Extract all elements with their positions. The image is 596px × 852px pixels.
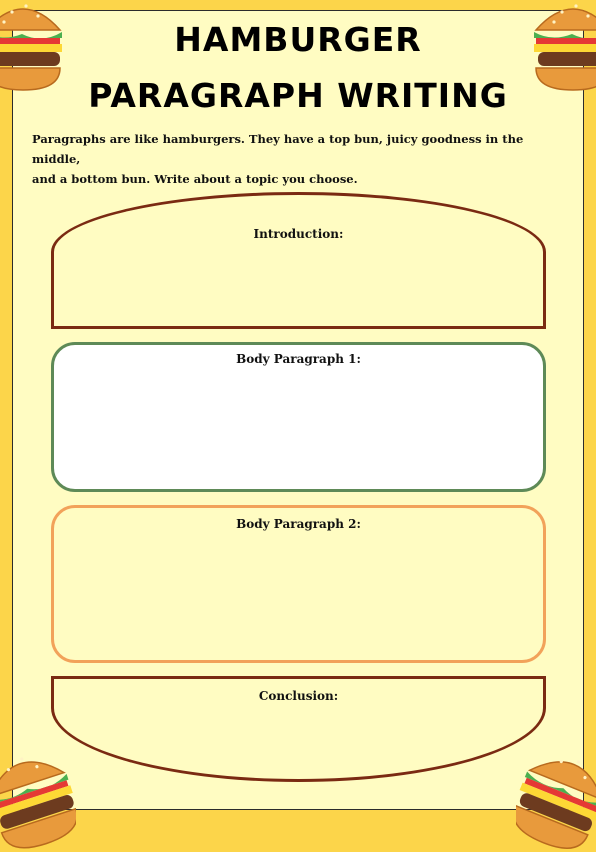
body-paragraph-2-box[interactable]: [51, 505, 546, 663]
body-paragraph-2-label: Body Paragraph 2:: [236, 517, 361, 531]
body-paragraph-1-box[interactable]: [51, 342, 546, 492]
hamburger-icon-bottom-right: [516, 742, 596, 852]
page-title-line-1: HAMBURGER: [174, 20, 422, 59]
page-title-line-2: PARAGRAPH WRITING: [88, 76, 508, 115]
hamburger-icon-bottom-left: [0, 742, 76, 852]
instructions-line-2: and a bottom bun. Write about a topic you choose.: [32, 172, 358, 186]
instructions-line-1: Paragraphs are like hamburgers. They have a top bun, juicy goodness in the middle,: [32, 132, 524, 166]
conclusion-label: Conclusion:: [258, 689, 339, 703]
instructions: [32, 129, 572, 189]
introduction-box[interactable]: [51, 192, 546, 329]
body-paragraph-1-label: Body Paragraph 1:: [236, 352, 361, 366]
introduction-label: Introduction:: [253, 227, 344, 241]
